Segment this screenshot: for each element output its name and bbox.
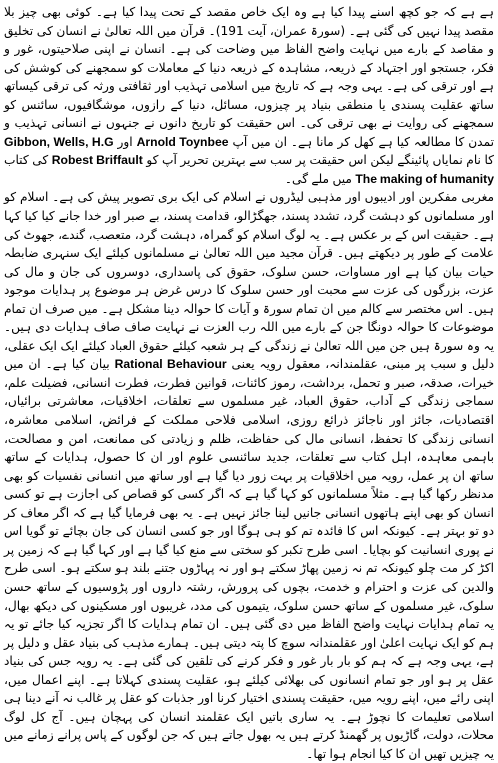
paragraph-text-segment: میں ملے گی۔	[284, 171, 356, 186]
latin-term: The making of humanity	[355, 171, 494, 186]
latin-term: Arnold Toynbee	[136, 134, 229, 149]
latin-term: Gibbon, Wells, H.G	[4, 134, 114, 149]
paragraph-text-segment: ہے ہے کہ جو کچھ اسنے پیدا کیا ہے وہ ایک خاص مقصد کے تحت پیدا کیا ہے۔ کوئی بھی چیز بلا مقصد پیدا نہیں کی گئی ہے۔ (سورۃ عمران، آیت 191)۔ قرآن میں اللہ تعالیٰ نے انسان کی تخلیق و مقاصد کے بارے میں نہایت واضح الفاظ میں وضاحت کی ہے۔ انسان نے اپنی صلاحیتوں، غور و فکر، جستجو اور اجتہاد کے ذریعہ، مشاہدہ کے ذریعہ دنیا کے معاملات کو سمجھنے کی کوشش کی ہے اور ترقی کی ہے۔ یہی وجہ ہے کہ تاریخ میں اسلامی تہذیب اور ثقافتی ورثہ کی ترقی کیساتھ ساتھ عقلیت پسندی یا منطقی بنیاد پر چیزوں، مسائل، دنیا کے رازوں، موشگافیوں، سائنس کو سمجھنے کی روایت نے بھی ترقی کی۔ اس حقیقت کو تاریخ دانوں نے جنہوں نے انسانی تہذیب و تمدن کا مطالعہ کیا ہے کھل کر مانا ہے۔ ان میں آپ	[4, 5, 495, 149]
paragraph-text-segment: بیان کیا ہے۔ ان میں خیرات، صدقہ، صبر و تحمل، برداشت، رموز کائنات، قوانین فطرت، فطرت انسانی، فضیلت علم، سماجی زندگی کے آداب، حقوق العباد، غیر مسلموں سے تعلقات، اخلاقیات، معاشرتی برائیاں، اقتصادیات، جائز اور ناجائز ذرائع روزی، اسلامی فلاحی مملکت کے فرائض، اسلامی معاشرہ، انسانی زندگی کا تحفظ، انسانی مال کی حفاظت، ظلم و زیادتی کی ممانعت، امن و مصالحت، باہمی معاہدہ، اہل کتاب سے تعلقات، جدید سائنسی علوم اور ان کا حصول، ہدایات کے ساتھ ساتھ ان پر عمل، رویہ میں اخلاقیات پر بہت زور دیا گیا ہے اور ساتھ میں انسانی نفسیات کو بھی مدنظر رکھا گیا ہے۔ مثلاً مسلمانوں کو کہا گیا ہے کہ اگر کسی کو قصاص کی اجازت ہے تو کسی انسان کو بھی اپنے ہاتھوں انسانی جانیں لینا جائز نہیں ہے۔ یہ بھی فرمایا گیا ہے کہ اگر معاف کر دو تو بہتر ہے۔ کیونکہ اس کا فائدہ تم کو ہی ہوگا اور جو کسی انسان کی جان بچائے تو گویا اس نے پوری انسانیت کو بچایا۔ اسی طرح تکبر کو سختی سے منع کیا گیا ہے اور کہا گیا ہے کہ زمین پر اکڑ کر مت چلو کیونکہ تم نہ زمین پھاڑ سکتے ہو اور نہ پہاڑوں جتنے بلند ہو سکتے ہو۔ اسی طرح والدین کی عزت و احترام و خدمت، بچوں کی پرورش، رشتہ داروں اور پڑوسیوں کے ساتھ حسن سلوک، غیر مسلموں کے ساتھ حسن سلوک، یتیموں کی مدد، غریبوں اور مسکینوں کی دیکھ بھال، یہ تمام ہدایات نہایت واضح الفاظ میں دی گئی ہیں۔ ان تمام ہدایات کا اگر تجزیہ کیا جائے تو یہ ہم کو ایک نہایت اعلیٰ اور عقلمندانہ سوچ کا پتہ دیتی ہیں۔ ہمارے مذہب کی بنیاد عقل و دلیل پر ہے، یہی وجہ ہے کہ ہم کو بار بار غور و فکر کرنے کی تلقین کی گئی ہے۔ یہ رویہ جس کی بنیاد عقل پر ہو اور جو تمام انسانوں کی بھلائی کیلئے ہو، عقلیت پسندی کہلاتا ہے۔ اپنے اعمال میں، اپنی رائے میں، اپنے رویہ میں، حقیقت پسندی اختیار کرنا اور جذبات کو عقل پر غالب نہ آنے دینا ہی اسلامی تعلیمات کا نچوڑ ہے۔ یہ ساری باتیں ایک عقلمند انسان کی پہچان ہیں۔ آج کل لوگ محلات، دولت، گاڑیوں پر گھمنڈ کرتے ہیں یہ بھول جاتے ہیں کہ جن لوگوں کے پاس پرانے زمانے میں یہ چیزیں تھیں ان کا کیا انجام ہوا تھا۔	[4, 357, 494, 761]
paragraph-text-segment: کی کتاب	[4, 153, 52, 168]
paragraph-text-segment: اور	[113, 134, 137, 149]
paragraph-text-segment: مغربی مفکرین اور ادیبوں اور مذہبی لیڈروں نے اسلام کی ایک بری تصویر پیش کی ہے۔ اسلام کو اور مسلمانوں کو دہشت گرد، تشدد پسند، جھگڑالو، قدامت پسند، بے صبر اور خدا جانے کیا کیا کہا ہے۔ حقیقت اس کے بر عکس ہے۔ یہ لوگ اسلام کو گمراہ، دہشت گرد، متعصب، گندے، جھوٹ کی علامت کے طور پر دیکھتے ہیں۔ قرآن مجید میں اللہ تعالیٰ نے مسلمانوں کیلئے ایک سنہری ضابطہ حیات بیان کیا ہے اور مساوات، حسن سلوک، حقوق کی پاسداری، دوسروں کی جان و مال کی عزت، بزرگوں کی عزت سے محبت اور حسن سلوک کا درس غرض ہر موضوع پر ہدایات موجود ہیں۔ اس مختصر سے کالم میں ان تمام سورۃ و آیات کا حوالہ دینا مشکل ہے۔ میں صرف ان تمام موضوعات کا حوالہ دونگا جن کے بارے میں اللہ رب العزت نے نہایت صاف صاف ہدایات دی ہیں۔ یہ وہ سورۃ ہیں جن میں اللہ تعالیٰ نے زندگی کے ہر شعبہ کیلئے حقوق العباد کیلئے ایک ایک عقلی، دلیل و سبب پر مبنی، عقلمندانہ، معقول رویہ یعنی	[4, 190, 494, 372]
latin-term: Rational Behaviour	[114, 357, 227, 372]
article-paragraph-1	[4, 3, 494, 188]
article-paragraph-2	[4, 188, 494, 763]
paragraph-text-segment: کا نام نمایاں پائینگے لیکن اس حقیقت پر سب سے بہترین تحریر آپ کو	[142, 153, 494, 168]
latin-term: Robest Briffault	[51, 153, 143, 168]
